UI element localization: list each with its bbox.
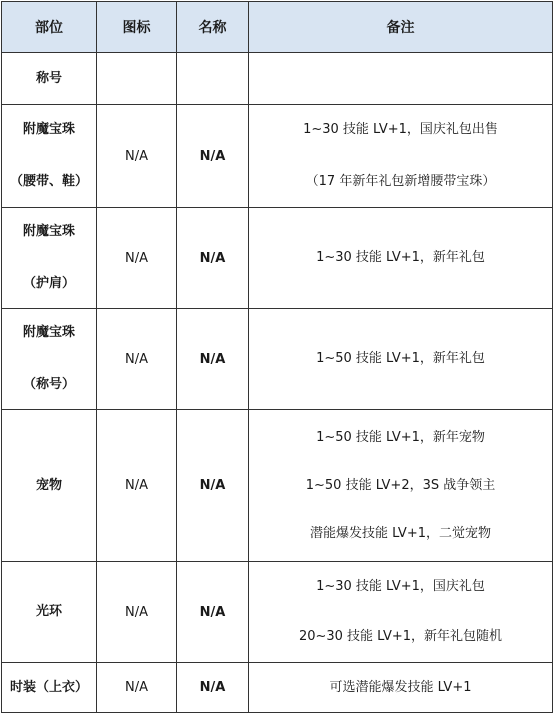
row-name: N/A: [177, 562, 249, 663]
row-name: N/A: [177, 208, 249, 309]
table-row: [2, 410, 553, 562]
row-icon: N/A: [97, 410, 177, 562]
table-row: [2, 208, 553, 309]
header-part: 部位: [2, 2, 97, 53]
row-icon: N/A: [97, 105, 177, 208]
table-row: [2, 309, 553, 410]
header-note: 备注: [249, 2, 553, 53]
table-row: [2, 663, 553, 713]
row-part: 称号: [2, 53, 97, 105]
row-part: 附魔宝珠 （腰带、鞋）: [2, 105, 97, 208]
row-icon: N/A: [97, 208, 177, 309]
equipment-table: [1, 1, 553, 713]
row-part: 附魔宝珠 （称号）: [2, 309, 97, 410]
row-note: 1~50 技能 LV+1，新年宠物 1~50 技能 LV+2，3S 战争领主 潜能爆发技能 LV+1，二觉宠物: [249, 410, 553, 562]
table-container: [1, 1, 552, 713]
table-row: [2, 105, 553, 208]
header-name: 名称: [177, 2, 249, 53]
row-part: 时装（上衣）: [2, 663, 97, 713]
row-name: N/A: [177, 410, 249, 562]
row-icon: N/A: [97, 562, 177, 663]
row-icon: [97, 53, 177, 105]
row-part: 光环: [2, 562, 97, 663]
row-part: 宠物: [2, 410, 97, 562]
row-note: [249, 53, 553, 105]
row-note: 1~30 技能 LV+1，新年礼包: [249, 208, 553, 309]
table-row: [2, 53, 553, 105]
row-part: 附魔宝珠 （护肩）: [2, 208, 97, 309]
row-note: 1~50 技能 LV+1，新年礼包: [249, 309, 553, 410]
row-name: N/A: [177, 663, 249, 713]
row-icon: N/A: [97, 309, 177, 410]
table-row: [2, 562, 553, 663]
row-note: 可选潜能爆发技能 LV+1: [249, 663, 553, 713]
header-icon: 图标: [97, 2, 177, 53]
header-row: [2, 2, 553, 53]
row-name: [177, 53, 249, 105]
row-note: 1~30 技能 LV+1，国庆礼包 20~30 技能 LV+1，新年礼包随机: [249, 562, 553, 663]
row-name: N/A: [177, 105, 249, 208]
row-note: 1~30 技能 LV+1，国庆礼包出售 （17 年新年礼包新增腰带宝珠）: [249, 105, 553, 208]
row-name: N/A: [177, 309, 249, 410]
row-icon: N/A: [97, 663, 177, 713]
